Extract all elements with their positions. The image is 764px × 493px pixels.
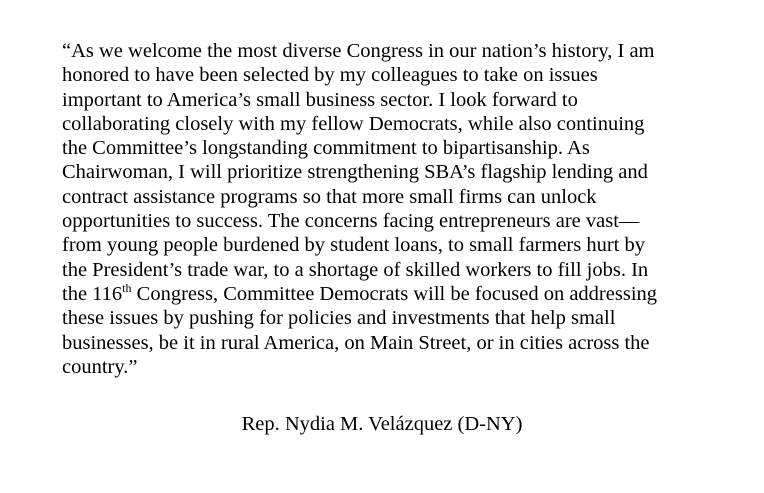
quote-line: “As we welcome the most diverse Congress in our nation’s history, I am [62,40,655,62]
quote-line: the President’s trade war, to a shortage of skilled workers to fill jobs. In [62,258,649,281]
attribution: Rep. Nydia M. Velázquez (D-NY) [241,413,523,435]
quote-line: contract assistance programs so that more small firms can unlock [62,185,597,208]
ordinal-superscript: th [122,280,132,295]
quote-line: country.” [62,355,138,378]
quote-line: Chairwoman, I will prioritize strengthening SBA’s flagship lending and [62,161,648,184]
quote-line: businesses, be it in rural America, on Main Street, or in cities across the [62,331,650,354]
quote-line: honored to have been selected by my colleagues to take on issues [62,64,598,87]
quote-paragraph [62,39,742,379]
quote-line: the Committee’s longstanding commitment to bipartisanship. As [62,137,590,160]
quote-line-congress [62,282,742,306]
quote-line: important to America’s small business sector. I look forward to [62,88,578,111]
quote-line: opportunities to success. The concerns facing entrepreneurs are vast— [62,210,640,233]
quote-line: collaborating closely with my fellow Democrats, while also continuing [62,112,645,135]
quote-line: from young people burdened by student loans, to small farmers hurt by [62,234,645,257]
quote-text: Congress, Committee Democrats will be focused on addressing [131,282,658,305]
quote-text: the 116 [62,282,123,305]
quote-line: these issues by pushing for policies and investments that help small [62,307,616,330]
